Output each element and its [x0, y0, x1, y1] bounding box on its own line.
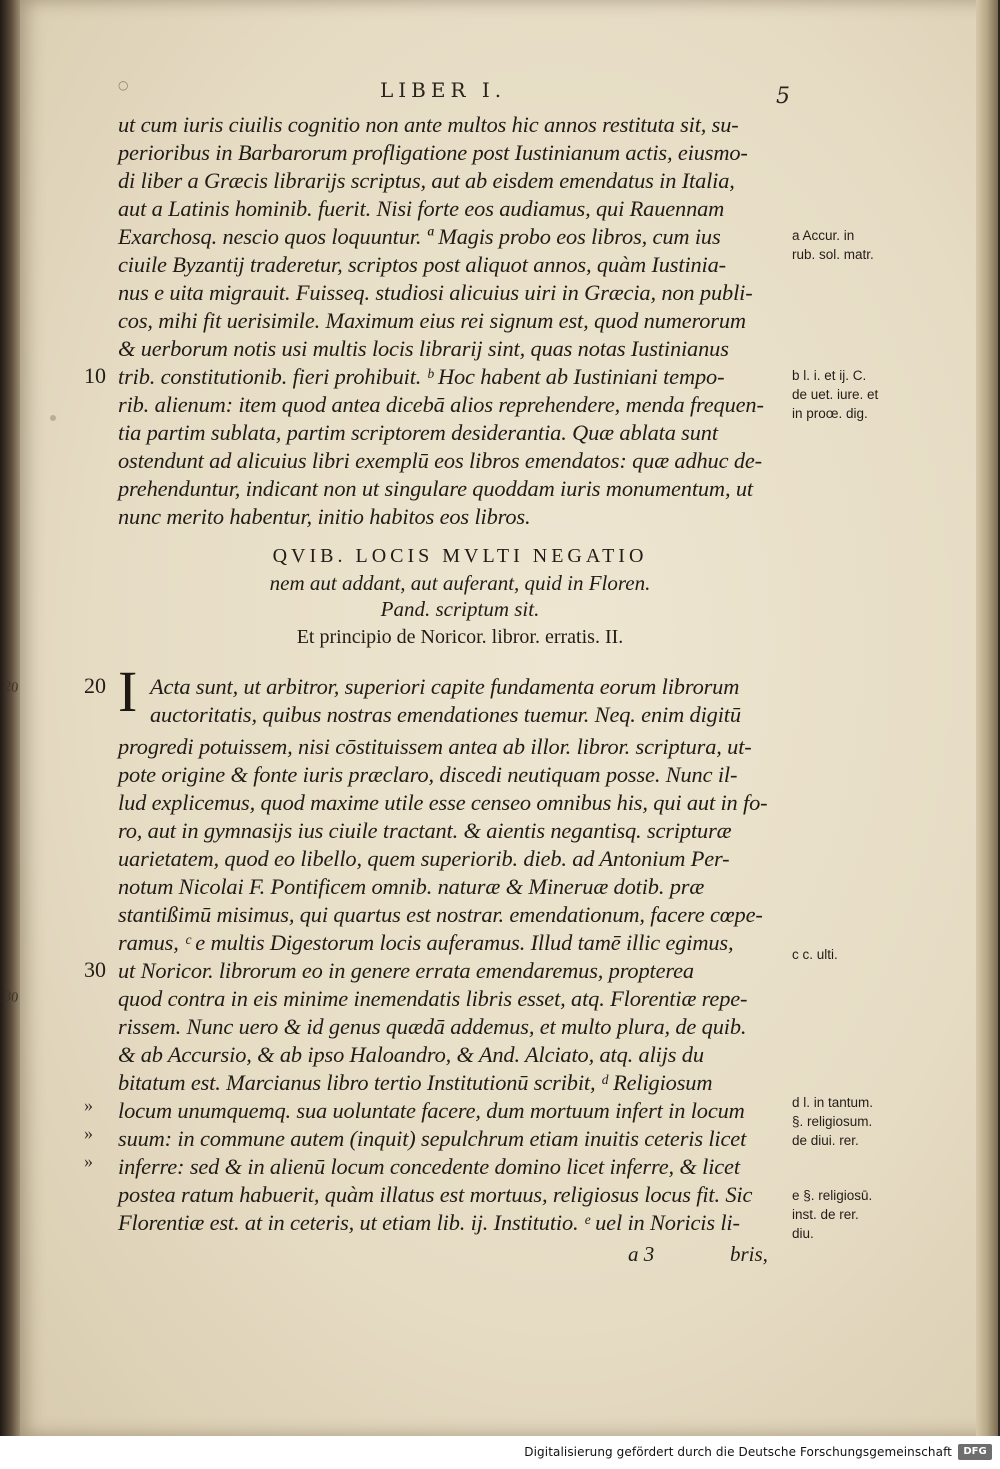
footer-bar: [0, 1436, 1000, 1469]
text-line: stantißimū misimus, qui quartus est nostrar. emendationum, facere cœpe-: [118, 902, 763, 927]
text-line: ro, aut in gymnasijs ius ciuile tractant. & aientis negantisq. scripturæ: [118, 818, 732, 843]
margin-note-line: in proœ. dig.: [792, 406, 868, 421]
margin-note-b: [792, 366, 902, 423]
margin-note-line: diu.: [792, 1226, 814, 1241]
text-line: Florentiæ est. at in ceteris, ut etiam lib. ij. Institutio. ᵉ uel in Noricis li-: [118, 1210, 740, 1235]
signature-mark: a 3: [628, 1242, 655, 1266]
gutter-mark: 30: [3, 989, 20, 1006]
text-line: lud explicemus, quod maxime utile esse censeo omnibus his, qui aut in fo-: [118, 790, 768, 815]
text-line: & ab Accursio, & ab ipso Haloandro, & And. Alciato, atq. alijs du: [118, 1042, 704, 1067]
margin-note-c: [792, 945, 902, 964]
text-line: prehenduntur, indicant non ut singulare quoddam iuris monumentum, ut: [118, 476, 753, 501]
text-line: uarietatem, quod eo libello, quem superiorib. dieb. ad Antonium Per-: [118, 846, 730, 871]
text-line: suum: in commune autem (inquit) sepulchrum etiam inuitis ceteris licet: [118, 1126, 747, 1151]
section-heading: QVIB. LOCIS MVLTI NEGATIO: [272, 545, 648, 567]
text-line: progredi potuissem, nisi cōstituissem antea ab illor. libror. scriptura, ut-: [118, 734, 752, 759]
text-line: perioribus in Barbarorum profligatione post Iustinianum actis, eiusmo-: [118, 140, 748, 165]
text-line: ostendunt ad alicuius libri exemplū eos libros emendatos: quæ adhuc de-: [118, 448, 762, 473]
text-line: inferre: sed & in alienū locum concedente domino licet inferre, & licet: [118, 1154, 740, 1179]
running-head: LIBER I.: [380, 78, 507, 102]
quote-mark: »: [84, 1123, 93, 1143]
text-line: ut Noricor. librorum eo in genere errata emendaremus, propterea: [118, 958, 694, 983]
text-line: trib. constitutionib. fieri prohibuit. ᵇ Hoc habent ab Iustiniani tempo-: [118, 364, 725, 389]
gutter-mark: 20: [3, 679, 20, 696]
line-number-10: 10: [84, 363, 106, 388]
margin-note-line: inst. de rer.: [792, 1207, 859, 1222]
section-heading-line3: Pand. scriptum sit.: [380, 597, 540, 621]
funding-notice: Digitalisierung gefördert durch die Deutsche Forschungsgemeinschaft: [524, 1445, 952, 1459]
margin-note-d: [792, 1093, 902, 1150]
page-edge: [976, 0, 998, 1436]
text-line: & uerborum notis usi multis locis librarij sint, quas notas Iustinianus: [118, 336, 729, 361]
text-line: locum unumquemq. sua uoluntate facere, dum mortuum infert in locum: [118, 1098, 745, 1123]
text-line: Exarchosq. nescio quos loquuntur. ª Magis probo eos libros, cum ius: [118, 224, 721, 249]
chapter-title: Et principio de Noricor. libror. erratis. II.: [296, 626, 624, 648]
text-line: ciuile Byzantij traderetur, scriptos post aliquot annos, quàm Iustinia-: [118, 252, 726, 277]
section-heading-line2: nem aut addant, aut auferant, quid in Floren.: [269, 571, 651, 595]
margin-note-line: §. religiosum.: [792, 1114, 873, 1129]
margin-note-line: d l. in tantum.: [792, 1095, 874, 1110]
margin-note-line: de uet. iure. et: [792, 387, 879, 402]
top-mark: ○: [118, 78, 129, 92]
margin-note-a: [792, 226, 902, 264]
line-number-30: 30: [84, 957, 106, 982]
margin-note-e: [792, 1186, 902, 1243]
text-line: nus e uita migrauit. Fuisseq. studiosi alicuius uiri in Græcia, non publi-: [118, 280, 753, 305]
quote-mark: »: [84, 1095, 93, 1115]
text-line: Acta sunt, ut arbitror, superiori capite fundamenta eorum librorum: [150, 674, 740, 699]
line-number-20: 20: [84, 673, 106, 698]
text-line: rissem. Nunc uero & id genus quædā addemus, et multo plura, de quib.: [118, 1014, 747, 1039]
quote-mark: »: [84, 1151, 93, 1171]
text-line: notum Nicolai F. Pontificem omnib. naturæ & Mineruæ dotib. præ: [118, 874, 705, 899]
text-line: pote origine & fonte iuris præclaro, discedi neutiquam posse. Nunc il-: [118, 762, 738, 787]
text-line: quod contra in eis minime inemendatis libris esset, atq. Florentiæ repe-: [118, 986, 748, 1011]
margin-note-line: de diui. rer.: [792, 1133, 859, 1148]
text-line: nunc merito habentur, initio habitos eos libros.: [118, 504, 531, 529]
text-line: aut a Latinis hominib. fuerit. Nisi forte eos audiamus, qui Rauennam: [118, 196, 725, 221]
dfg-logo: DFG: [958, 1444, 992, 1460]
text-line: di liber a Græcis librarijs scriptus, aut ab eisdem emendatus in Italia,: [118, 168, 735, 193]
margin-note-line: e §. religiosū.: [792, 1188, 873, 1203]
margin-note-line: rub. sol. matr.: [792, 247, 874, 262]
page-speck: [50, 415, 56, 421]
text-line: tia partim sublata, partim scriptorem desiderantia. Quæ ablata sunt: [118, 420, 718, 445]
text-line: bitatum est. Marcianus libro tertio Institutionū scribit, ᵈ Religiosum: [118, 1070, 713, 1095]
text-line: cos, mihi fit uerisimile. Maximum eius rei signum est, quod numerorum: [118, 308, 746, 333]
text-line: auctoritatis, quibus nostras emendationes tuemur. Neq. enim digitū: [150, 702, 741, 727]
margin-note-line: b l. i. et ij. C.: [792, 368, 867, 383]
margin-note-line: c c. ulti.: [792, 947, 838, 962]
drop-cap: I: [118, 659, 138, 724]
catchword: bris,: [730, 1242, 768, 1266]
page-number: 5: [776, 84, 790, 109]
text-line: postea ratum habuerit, quàm illatus est mortuus, religiosus locus fit. Sic: [118, 1182, 753, 1207]
margin-note-line: a Accur. in: [792, 228, 855, 243]
text-line: rib. alienum: item quod antea dicebā alios reprehendere, menda frequen-: [118, 392, 764, 417]
text-line: ramus, ᶜ e multis Digestorum locis auferamus. Illud tamē illic egimus,: [118, 930, 734, 955]
text-line: ut cum iuris ciuilis cognitio non ante multos hic annos restituta sit, su-: [118, 112, 739, 137]
